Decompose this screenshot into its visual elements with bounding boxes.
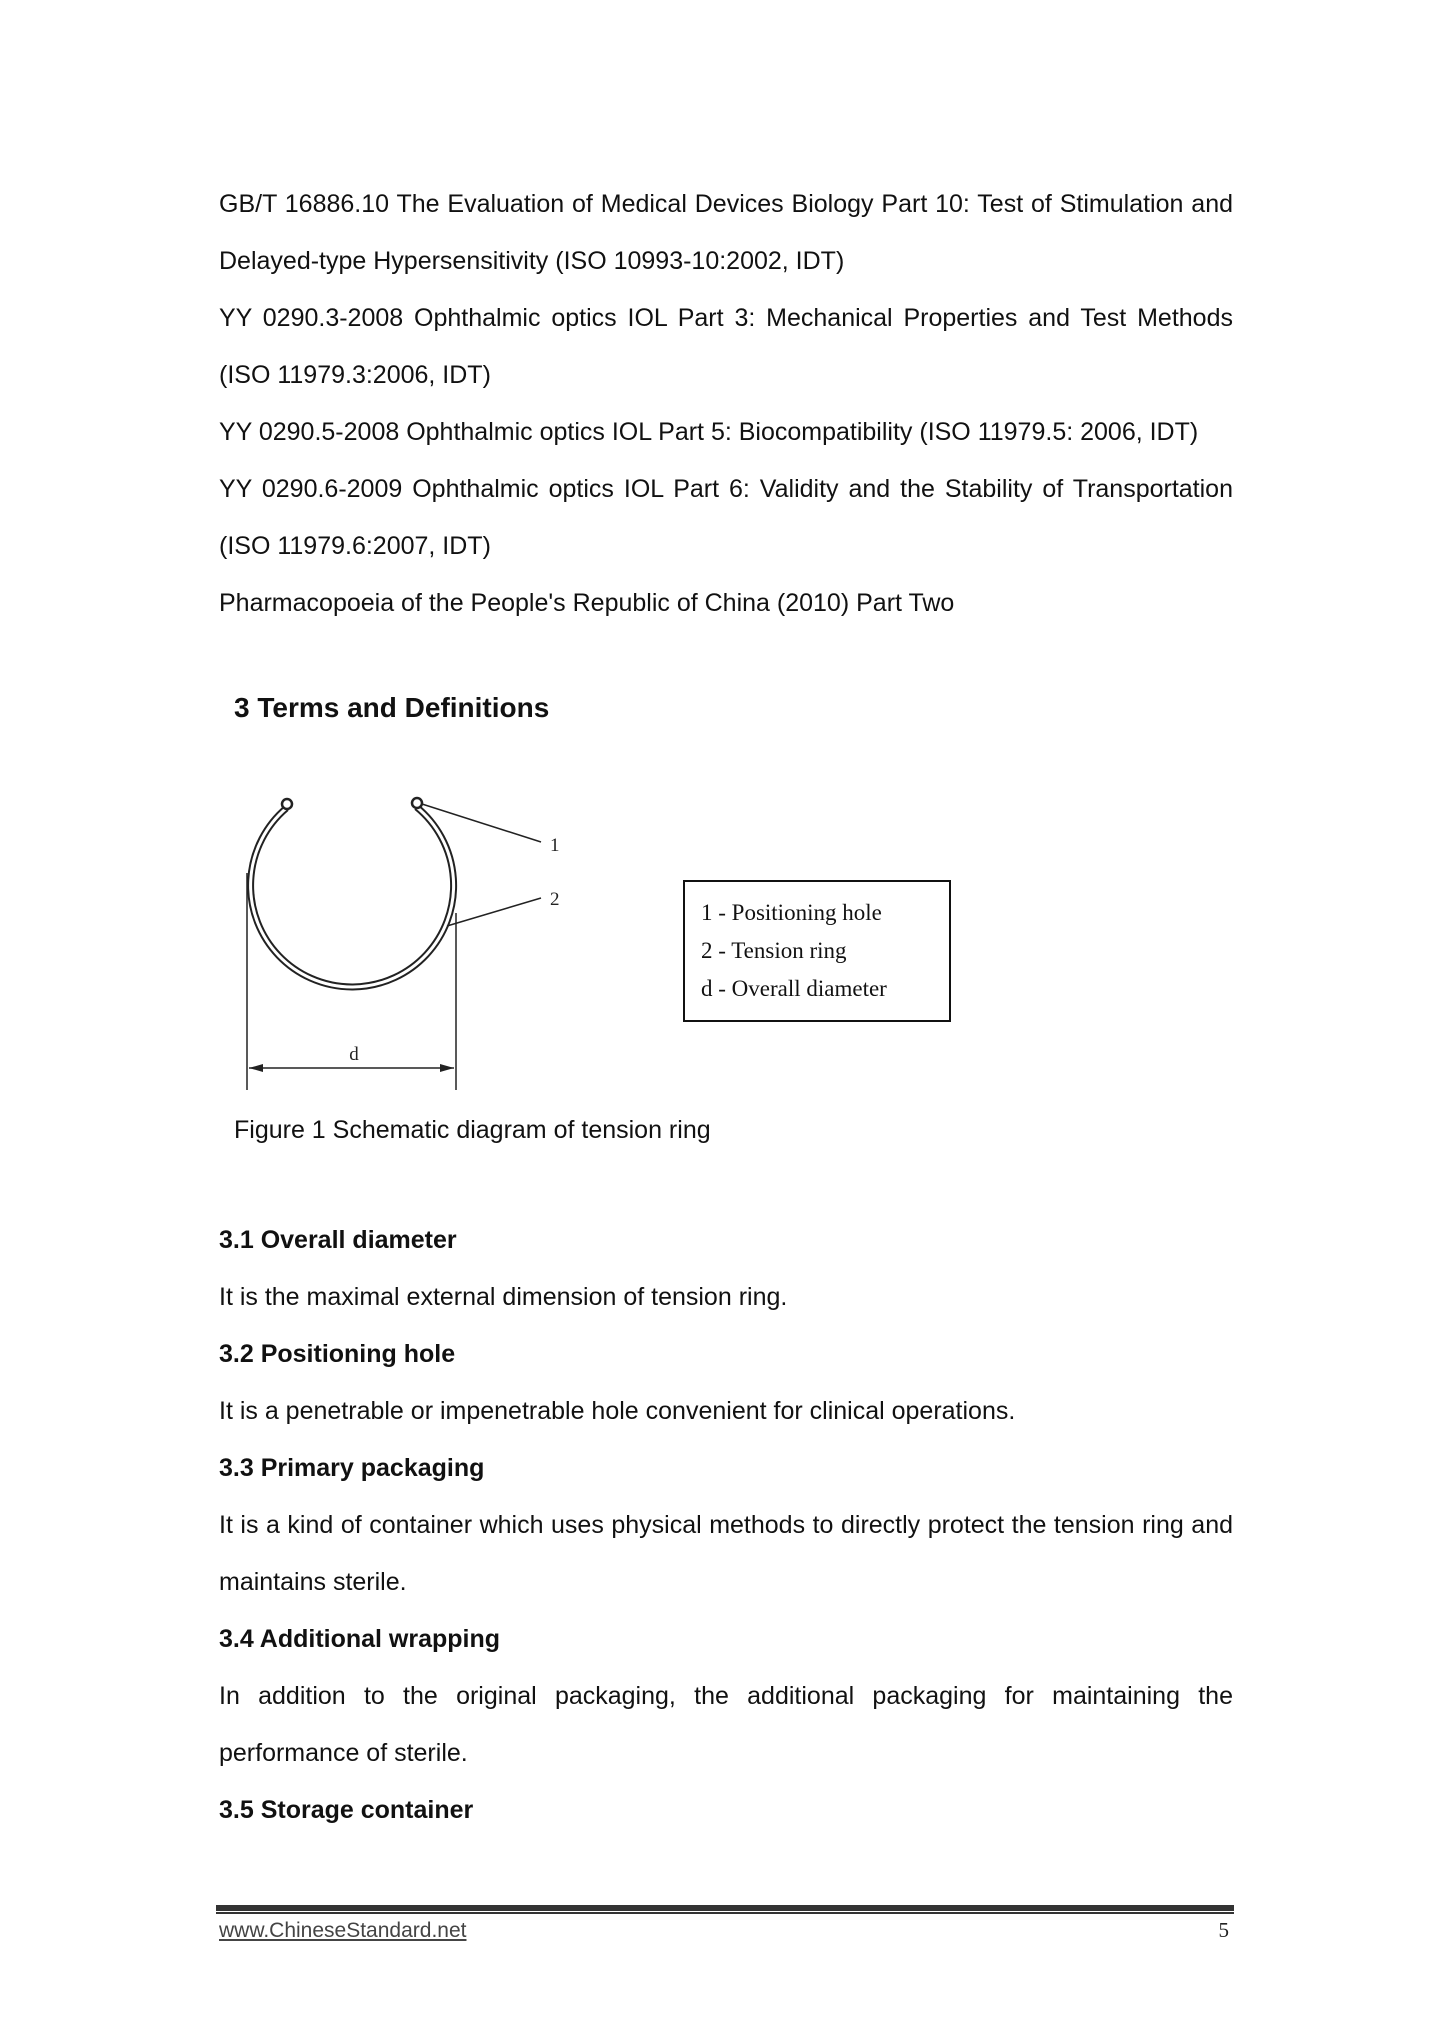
reference-item: YY 0290.3-2008 Ophthalmic optics IOL Part 3: Mechanical Properties and Test Methods (ISO 11979.3:2006, IDT) [219, 304, 1233, 389]
definition-text: It is a kind of container which uses physical methods to directly protect the tension ring and maintains sterile. [219, 1511, 1233, 1596]
page-content [219, 176, 1233, 1839]
normative-references [219, 176, 1233, 632]
page-number: 5 [1218, 1918, 1229, 1942]
callout-1-label: 1 [550, 835, 560, 856]
reference-item: YY 0290.5-2008 Ophthalmic optics IOL Part 5: Biocompatibility (ISO 11979.5: 2006, IDT) [219, 418, 1199, 446]
positioning-hole-right [412, 798, 422, 808]
dimension-arrow-right [440, 1064, 454, 1072]
figure-legend [683, 880, 951, 1022]
reference-item: GB/T 16886.10 The Evaluation of Medical Devices Biology Part 10: Test of Stimulation and Delayed-type Hypersensitivity (ISO 10993-10:2002, IDT) [219, 190, 1233, 275]
definition-title: 3.2 Positioning hole [219, 1340, 456, 1368]
definition-text: It is the maximal external dimension of tension ring. [219, 1283, 788, 1311]
positioning-hole-left [282, 799, 292, 809]
definitions [219, 1212, 1233, 1839]
legend-item: 2 - Tension ring [701, 938, 847, 963]
tension-ring-outer [248, 805, 456, 989]
figure-tension-ring [219, 768, 1233, 1098]
dimension-label: d [349, 1044, 359, 1065]
definition-title: 3.3 Primary packaging [219, 1454, 485, 1482]
figure-caption: Figure 1 Schematic diagram of tension ring [234, 1116, 711, 1144]
tension-ring-inner [253, 809, 451, 984]
footer-site-link[interactable]: www.ChineseStandard.net [219, 1919, 467, 1942]
callout-2-label: 2 [550, 889, 560, 910]
definition-title: 3.4 Additional wrapping [219, 1625, 501, 1653]
definition-title: 3.5 Storage container [219, 1796, 474, 1824]
tension-ring-diagram [219, 768, 679, 1098]
reference-item: Pharmacopoeia of the People's Republic of China (2010) Part Two [219, 589, 955, 617]
footer-divider [216, 1905, 1234, 1914]
leader-line-2 [447, 898, 541, 926]
definition-text: In addition to the original packaging, the additional packaging for maintaining the performance of sterile. [219, 1682, 1233, 1767]
legend-item: 1 - Positioning hole [701, 900, 882, 925]
legend-item: d - Overall diameter [701, 976, 887, 1001]
section-title: 3 Terms and Definitions [234, 692, 550, 723]
dimension-arrow-left [249, 1064, 263, 1072]
definition-title: 3.1 Overall diameter [219, 1226, 457, 1254]
definition-text: It is a penetrable or impenetrable hole convenient for clinical operations. [219, 1397, 1016, 1425]
reference-item: YY 0290.6-2009 Ophthalmic optics IOL Part 6: Validity and the Stability of Transportation (ISO 11979.6:2007, IDT) [219, 475, 1233, 560]
leader-line-1 [422, 804, 541, 842]
page-footer [219, 1918, 1233, 1948]
